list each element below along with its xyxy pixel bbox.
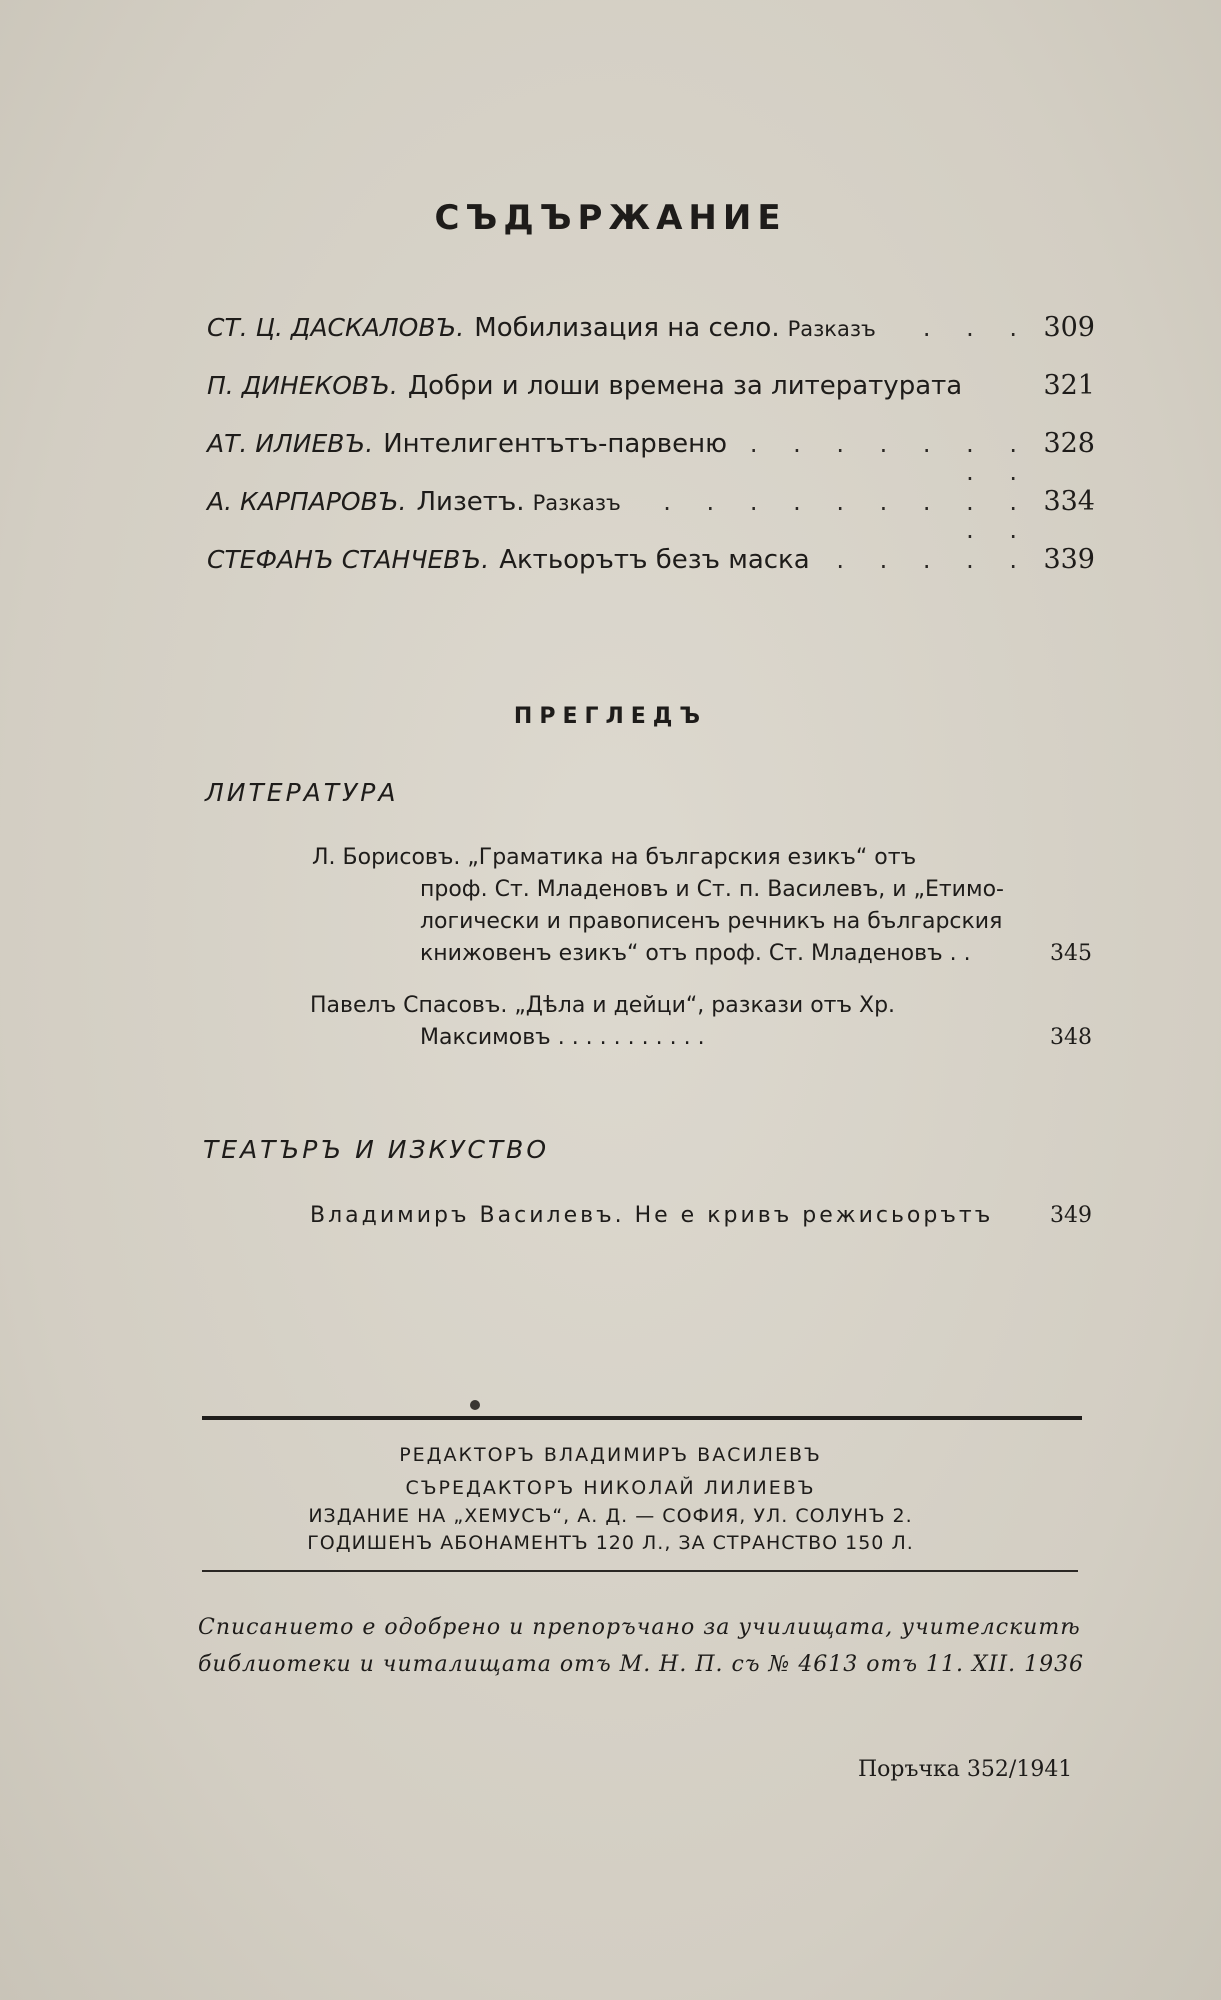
entry-page-number: 345 [1050,941,1092,966]
dot-leader: . . . . . [836,546,1031,574]
toc-note: Разказъ [787,317,876,341]
imprint-publisher: ИЗДАНИЕ НА „ХЕМУСЪ“, А. Д. — СОФИЯ, УЛ. СОЛУНЪ 2. [308,1505,913,1527]
toc-title: Актьорътъ безъ маска [499,545,810,575]
entry-line: Л. Борисовъ. „Граматика на българския езикъ“ отъ [312,845,917,870]
review-entry-1 [312,842,1092,970]
review-entry-3 [310,1200,1092,1232]
ornament-dot [470,1400,480,1410]
section-title-literature: ЛИТЕРАТУРА [205,778,399,807]
divider-thin [202,1570,1078,1572]
toc-title: Лизетъ. [416,487,525,517]
toc-author: СТЕФАНЪ СТАНЧЕВЪ. [207,545,490,574]
entry-line: Павелъ Спасовъ. „Дѣла и дейци“, разкази отъ Хр. [310,993,896,1018]
entry-page-number: 348 [1050,1025,1092,1050]
review-entry-2 [310,990,1092,1054]
divider-thick [202,1416,1082,1420]
entry-line: Максимовъ . . . . . . . . . . . [420,1025,705,1050]
toc-page-number: 321 [1043,370,1095,401]
section-title-theatre: ТЕАТЪРЪ И ИЗКУСТВО [203,1135,550,1164]
page-title: СЪДЪРЖАНИЕ [434,198,787,238]
toc-author: АТ. ИЛИЕВЪ. [207,429,374,458]
entry-line: Владимиръ Василевъ. Не е кривъ режисьорътъ [310,1203,994,1228]
imprint-coeditor: СЪРЕДАКТОРЪ НИКОЛАЙ ЛИЛИЕВЪ [405,1477,816,1499]
entry-line: книжовенъ езикъ“ отъ проф. Ст. Младеновъ . . [420,941,971,966]
toc-author: П. ДИНЕКОВЪ. [207,371,398,400]
entry-line: проф. Ст. Младеновъ и Ст. п. Василевъ, и „Етимо- [420,877,1004,902]
dot-leader: . . . . . . . . . . . [663,488,1031,544]
order-number: Поръчка 352/1941 [858,1757,1073,1782]
dot-leader: . . . [922,314,1031,342]
dot-leader: . . . . . . . . . [749,430,1031,486]
entry-line: логически и правописенъ речникъ на българския [420,909,1003,934]
toc-entry-5 [207,544,1095,584]
entry-page-number: 349 [1050,1203,1092,1228]
approval-notice-line-2: библиотеки и читалищата отъ М. Н. П. съ № 4613 отъ 11. XII. 1936 [198,1652,1085,1677]
toc-page-number: 334 [1043,486,1095,517]
review-heading: ПРЕГЛЕДЪ [513,704,708,729]
toc-entry-1 [207,312,1095,352]
toc-note: Разказъ [532,491,621,515]
toc-entry-2 [207,370,1095,410]
imprint-subscription: ГОДИШЕНЪ АБОНАМЕНТЪ 120 Л., ЗА СТРАНСТВО 150 Л. [307,1532,914,1554]
toc-title: Мобилизация на село. [474,313,780,343]
imprint-editor: РЕДАКТОРЪ ВЛАДИМИРЪ ВАСИЛЕВЪ [399,1444,822,1466]
toc-title: Интелигентътъ-парвеню [383,429,728,459]
toc-entry-3 [207,428,1095,486]
toc-page-number: 328 [1043,428,1095,459]
toc-page-number: 339 [1043,544,1095,575]
toc-page-number: 309 [1043,312,1095,343]
toc-author: СТ. Ц. ДАСКАЛОВЪ. [207,313,465,342]
toc-entry-4 [207,486,1095,544]
approval-notice-line-1: Списанието е одобрено и препоръчано за училищата, учителскитѣ [198,1615,1081,1640]
toc-title: Добри и лоши времена за литературата [407,371,963,401]
toc-author: А. КАРПАРОВЪ. [207,487,407,516]
